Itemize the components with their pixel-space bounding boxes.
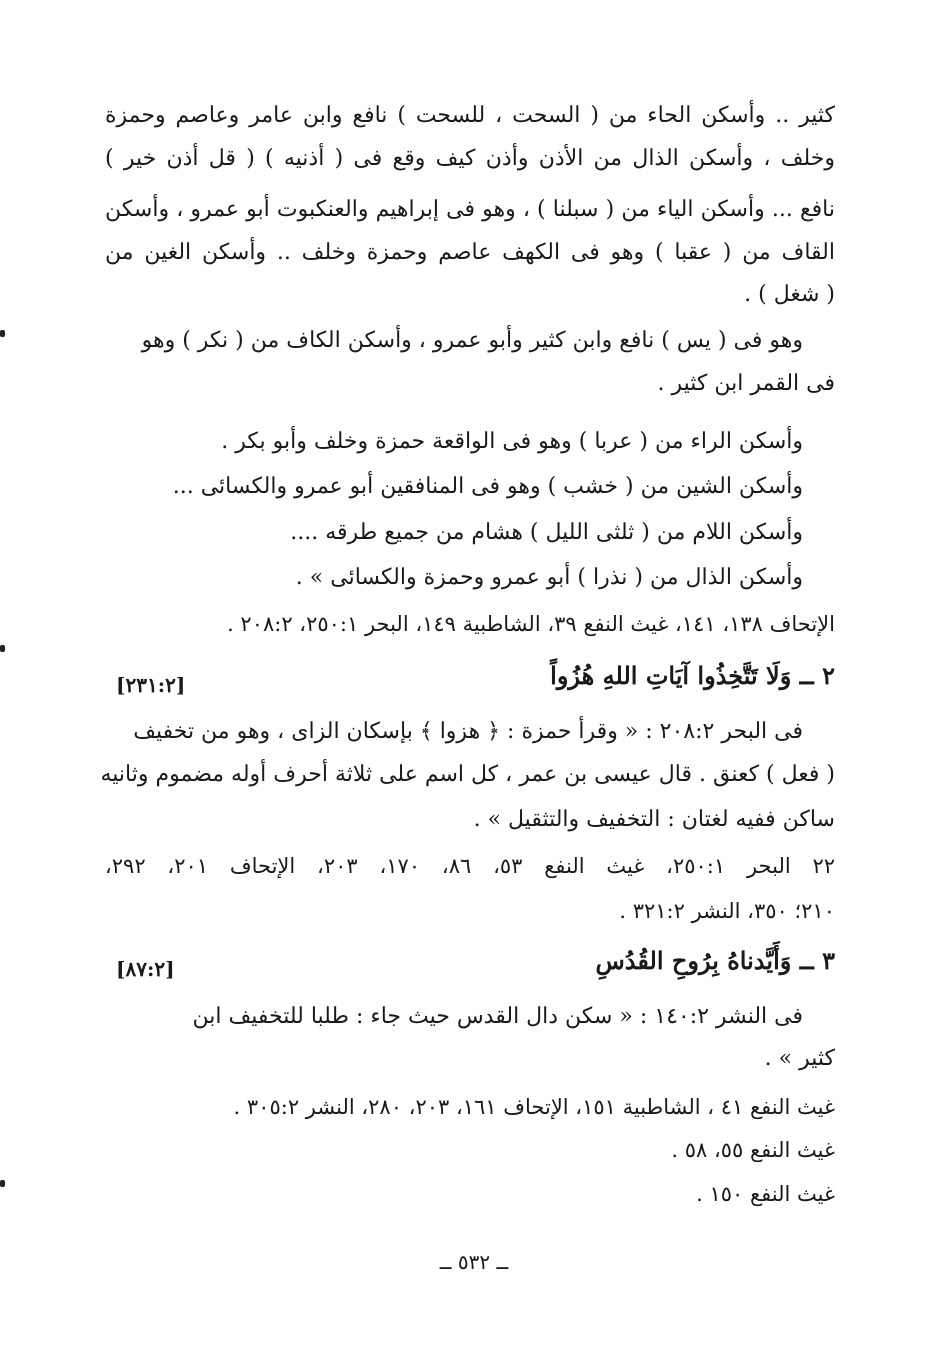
text-line: القاف من ( عقبا ) وهو فى الكهف عاصم وحمزة وخلف .. وأسكن الغين من — [105, 240, 835, 265]
text-line: ساكن ففيه لغتان : التخفيف والتثقيل » . — [473, 807, 835, 832]
scan-mark — [0, 1180, 5, 1187]
text-line: ( شغل ) . — [744, 282, 835, 307]
text-line: كثير » . — [764, 1046, 835, 1071]
verse-line: وأسكن اللام من ( ثلثى الليل ) هشام من جميع طرقه .... — [290, 520, 803, 545]
references-line: الإتحاف ١٣٨، ١٤١، غيث النفع ٣٩، الشاطبية ١٤٩، البحر ٢٥٠:١، ٢٠٨:٢ . — [227, 612, 835, 636]
entry-heading: ٢ ــ وَلَا تَتَّخِذُوا آيَاتِ اللهِ هُزُواً — [550, 661, 835, 690]
verse-citation: [٨٧:٢] — [116, 957, 175, 981]
text-line: فى النشر ١٤٠:٢ : « سكن دال القدس حيث جاء : طلبا للتخفيف ابن — [192, 1004, 803, 1029]
text-line: ( فعل ) كعنق . قال عيسى بن عمر ، كل اسم على ثلاثة أحرف أوله مضموم وثانيه — [100, 762, 835, 787]
references-line: غيث النفع ٥٥، ٥٨ . — [671, 1138, 835, 1162]
references-line: غيث النفع ١٥٠ . — [696, 1182, 835, 1206]
text-line: نافع ... وأسكن الياء من ( سبلنا ) ، وهو فى إبراهيم والعنكبوت أبو عمرو ، وأسكن — [105, 197, 835, 222]
text-line: كثير .. وأسكن الحاء من ( السحت ، للسحت ) نافع وابن عامر وعاصم وحمزة — [105, 103, 835, 128]
text-line: وهو فى ( يس ) نافع وابن كثير وأبو عمرو ، وأسكن الكاف من ( نكر ) وهو — [141, 328, 803, 353]
references-line: غيث النفع ٤١ ، الشاطبية ١٥١، الإتحاف ١٦١، ٢٠٣، ٢٨٠، النشر ٣٠٥:٢ . — [233, 1095, 835, 1119]
entry-heading: ٣ ــ وَأَيَّدناهُ بِرُوحِ القُدُسِ — [595, 946, 835, 975]
verse-line: وأسكن الشين من ( خشب ) وهو فى المنافقين أبو عمرو والكسائى ... — [172, 474, 803, 499]
verse-line: وأسكن الراء من ( عربا ) وهو فى الواقعة حمزة وخلف وأبو بكر . — [221, 429, 803, 454]
scan-mark — [0, 330, 5, 337]
references-line: ٢١٠؛ ٣٥٠، النشر ٣٢١:٢ . — [619, 899, 835, 923]
scan-mark — [0, 645, 5, 652]
references-line: ٢٢ البحر ٢٥٠:١، غيث النفع ٥٣، ٨٦، ١٧٠، ٢٠٣، الإتحاف ٢٠١، ٢٩٢، — [105, 854, 836, 878]
verse-citation: [٢٣١:٢] — [116, 673, 186, 697]
verse-line: وأسكن الذال من ( نذرا ) أبو عمرو وحمزة والكسائى » . — [295, 565, 803, 590]
page-number: ــ ٥٣٢ ــ — [439, 1250, 509, 1274]
text-line: فى البحر ٢٠٨:٢ : « وقرأ حمزة : ﴿ هزوا ﴾ بإسكان الزاى ، وهو من تخفيف — [133, 719, 803, 744]
text-line: وخلف ، وأسكن الذال من الأذن وأذن كيف وقع فى ( أذنيه ) ( قل أذن خير ) — [105, 146, 835, 171]
text-line: فى القمر ابن كثير . — [657, 371, 835, 396]
